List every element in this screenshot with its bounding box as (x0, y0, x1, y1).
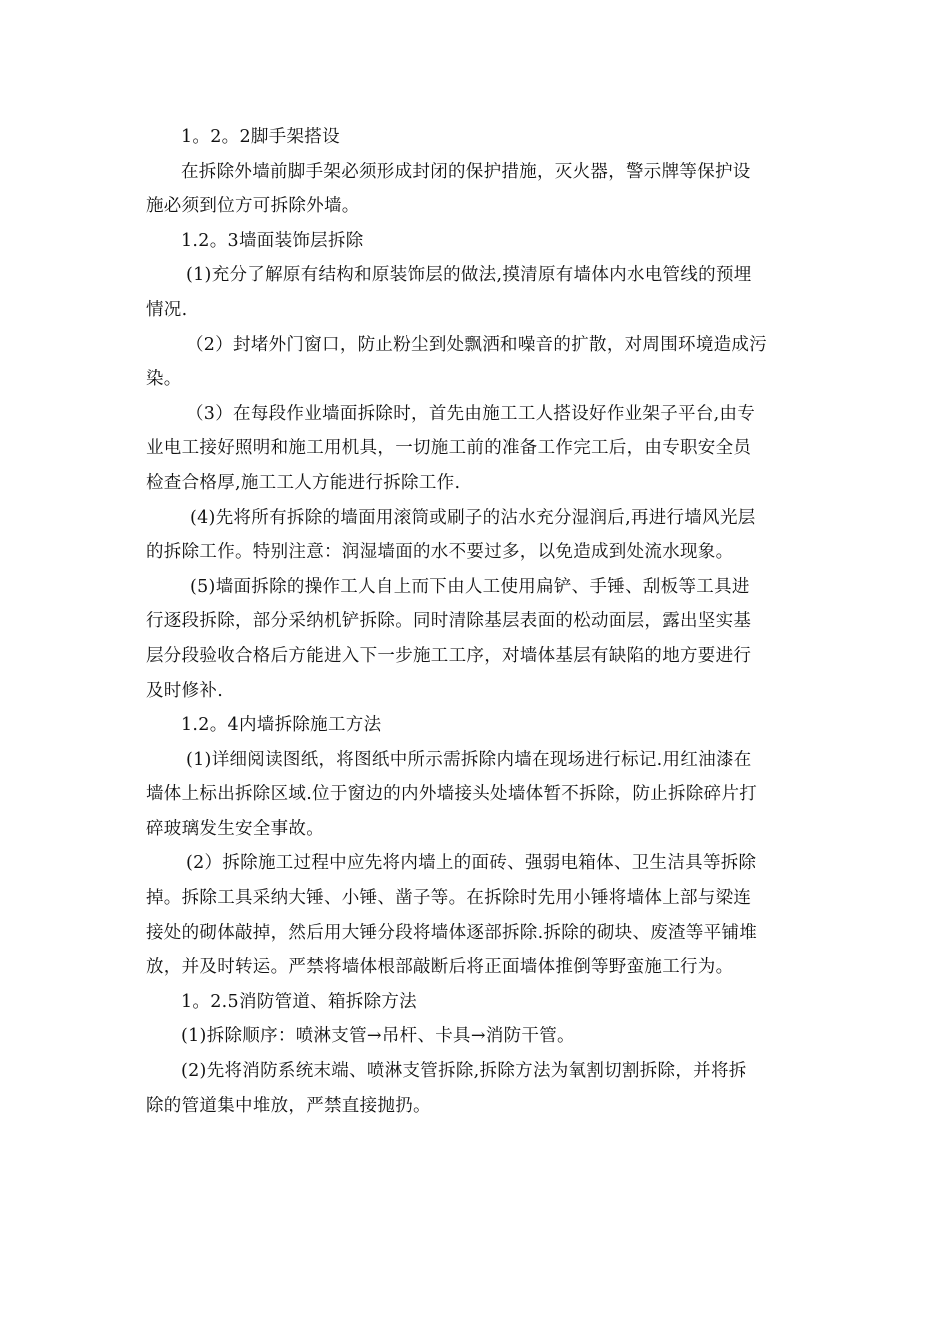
paragraph-line: （3）在每段作业墙面拆除时，首先由施工工人搭设好作业架子平台,由专 (186, 403, 756, 424)
paragraph-line: (5)墙面拆除的操作工人自上而下由人工使用扁铲、手锤、刮板等工具进 (190, 576, 750, 597)
paragraph-line: (2)先将消防系统末端、喷淋支管拆除,拆除方法为氧割切割拆除，并将拆 (181, 1061, 747, 1082)
heading-1-2-2: 1。2。2脚手架搭设 (181, 127, 340, 147)
paragraph-line: 及时修补. (146, 680, 224, 701)
paragraph-line: 染。 (146, 369, 182, 390)
paragraph-line: 行逐段拆除，部分采纳机铲拆除。同时清除基层表面的松动面层，露出坚实基 (146, 611, 752, 632)
paragraph-line: 除的管道集中堆放，严禁直接抛扔。 (146, 1095, 431, 1116)
paragraph-line: 墙体上标出拆除区域.位于窗边的内外墙接头处墙体暂不拆除，防止拆除碎片打 (146, 784, 758, 805)
paragraph-line: 接处的砌体敲掉，然后用大锤分段将墙体逐部拆除.拆除的砌块、废渣等平铺堆 (146, 922, 758, 943)
paragraph-line: 放，并及时转运。严禁将墙体根部敲断后将正面墙体推倒等野蛮施工行为。 (146, 957, 734, 978)
paragraph-line: 检查合格厚,施工工人方能进行拆除工作. (146, 472, 461, 493)
paragraph-line: 掉。拆除工具采纳大锤、小锤、凿子等。在拆除时先用小锤将墙体上部与梁连 (146, 888, 752, 909)
paragraph-line: 碎玻璃发生安全事故。 (146, 818, 324, 839)
heading-1-2-3: 1.2。3墙面装饰层拆除 (181, 230, 364, 251)
paragraph-line: 业电工接好照明和施工用机具，一切施工前的准备工作完工后，由专职安全员 (146, 438, 752, 459)
heading-1-2-4: 1.2。4内墙拆除施工方法 (181, 715, 382, 736)
heading-1-2-5: 1。2.5消防管道、箱拆除方法 (181, 991, 417, 1012)
paragraph-line: 在拆除外墙前脚手架必须形成封闭的保护措施，灭火器，警示牌等保护设 (181, 161, 751, 182)
document-body (146, 120, 806, 1123)
paragraph-line: 的拆除工作。特别注意：润湿墙面的水不要过多，以免造成到处流水现象。 (146, 542, 734, 563)
paragraph-line: (1)拆除顺序：喷淋支管→吊杆、卡具→消防干管。 (181, 1026, 575, 1047)
paragraph-line: 施必须到位方可拆除外墙。 (146, 196, 360, 217)
paragraph-line: (4)先将所有拆除的墙面用滚筒或刷子的沾水充分湿润后,再进行墙风光层 (190, 507, 756, 528)
paragraph-line: (1)详细阅读图纸，将图纸中所示需拆除内墙在现场进行标记.用红油漆在 (186, 749, 752, 770)
paragraph-line: (2）拆除施工过程中应先将内墙上的面砖、强弱电箱体、卫生洁具等拆除 (186, 853, 757, 874)
paragraph-line: （2）封堵外门窗口，防止粉尘到处飘洒和噪音的扩散，对周围环境造成污 (186, 334, 768, 355)
paragraph-line: (1)充分了解原有结构和原装饰层的做法,摸清原有墙体内水电管线的预埋 (186, 265, 752, 286)
paragraph-line: 情况. (146, 299, 188, 320)
paragraph-line: 层分段验收合格后方能进入下一步施工工序，对墙体基层有缺陷的地方要进行 (146, 645, 752, 666)
